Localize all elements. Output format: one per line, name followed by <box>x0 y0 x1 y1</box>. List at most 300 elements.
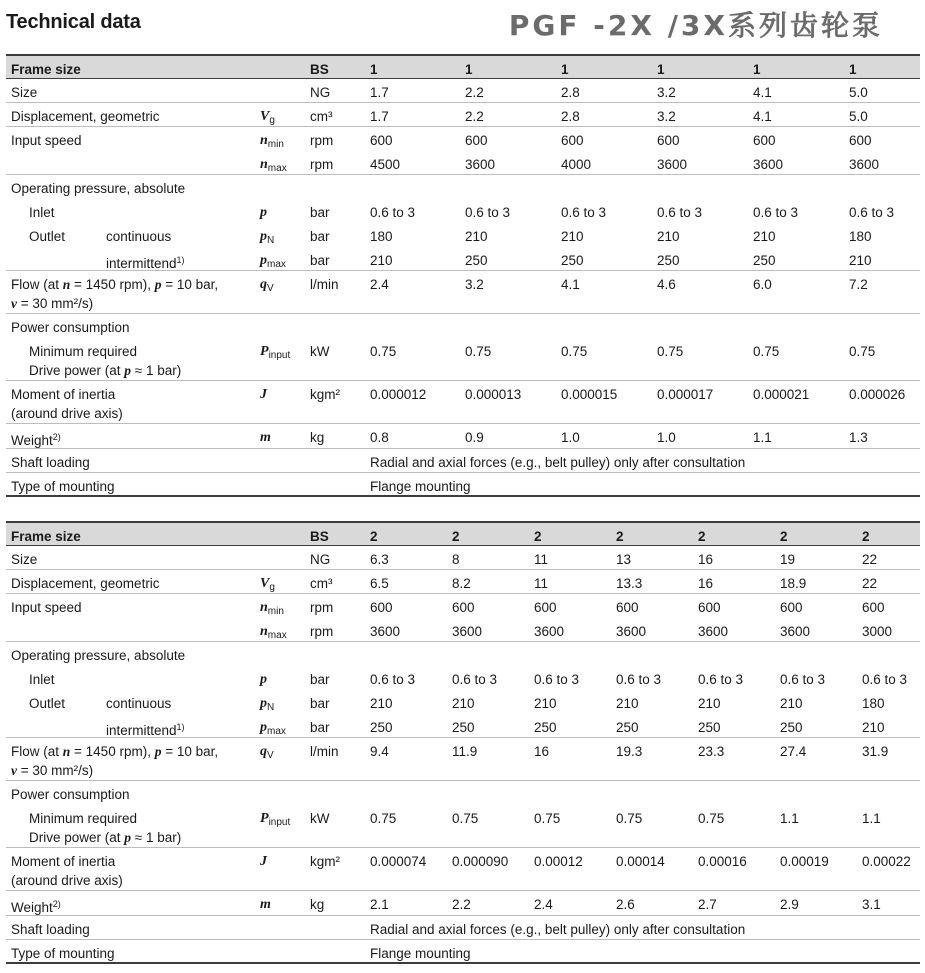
flow-p: p <box>154 744 162 759</box>
continuous-label: continuous <box>106 696 172 711</box>
flow-text-c: = 10 bar, <box>161 744 219 759</box>
continuous-label: continuous <box>106 229 172 244</box>
pN-symbol-letter: p <box>260 696 267 711</box>
kgm2-unit: kgm² <box>310 854 340 869</box>
nmin-value: 600 <box>698 600 721 615</box>
inertia-value: 0.00022 <box>862 854 911 869</box>
nmin-value: 600 <box>465 133 488 148</box>
size-value: 8 <box>452 552 460 567</box>
table-row <box>6 127 920 151</box>
size-value: 3.2 <box>657 85 676 100</box>
table-row <box>6 473 920 497</box>
pmax-symbol-subscript: max <box>267 726 286 737</box>
nmin-value: 600 <box>561 133 584 148</box>
shaft-loading-value: Radial and axial forces (e.g., belt pulley) only after consultation <box>370 455 746 470</box>
continuous-pressure-value: 210 <box>616 696 639 711</box>
nmax-symbol-subscript: max <box>267 163 287 174</box>
table-row <box>6 618 920 642</box>
mounting-type-label: Type of mounting <box>11 479 115 494</box>
nmin-value: 600 <box>370 133 393 148</box>
inertia-value: 0.000015 <box>561 387 618 402</box>
power-value: 0.75 <box>370 344 397 359</box>
size-value: 2.2 <box>465 85 484 100</box>
continuous-pressure-value: 210 <box>753 229 776 244</box>
nmin-value: 600 <box>780 600 803 615</box>
nmin-symbol-letter: n <box>260 600 268 615</box>
flow-value: 9.4 <box>370 744 389 759</box>
input-speed-label: Input speed <box>11 600 82 615</box>
nmax-value: 3600 <box>465 157 496 172</box>
operating-pressure-label: Operating pressure, absolute <box>11 181 186 196</box>
frame-size-value: 2 <box>862 529 870 544</box>
p-symbol-letter: p <box>260 672 267 687</box>
displacement-value: 2.2 <box>465 109 484 124</box>
table-row <box>6 103 920 127</box>
moment-of-inertia-label: Moment of inertia <box>11 854 116 869</box>
m-symbol <box>260 428 271 447</box>
nmin-value: 600 <box>753 133 776 148</box>
continuous-pressure-value: 180 <box>862 696 885 711</box>
frame-size-value: 1 <box>370 62 378 77</box>
power-value: 0.75 <box>616 811 643 826</box>
inlet-pressure-value: 0.6 to 3 <box>849 205 895 220</box>
continuous-pressure-value: 210 <box>452 696 475 711</box>
m-symbol-letter: m <box>260 897 271 912</box>
table-row <box>6 199 920 223</box>
max-pressure-value: 210 <box>849 253 872 268</box>
max-pressure-value: 250 <box>452 720 475 735</box>
frame-size-value: 1 <box>465 62 473 77</box>
cm3-unit: cm³ <box>310 576 333 591</box>
nmin-value: 600 <box>452 600 475 615</box>
pinput-symbol <box>260 342 290 365</box>
max-pressure-value: 250 <box>698 720 721 735</box>
weight-text: Weight <box>11 433 53 448</box>
size-value: 1.7 <box>370 85 389 100</box>
inertia-value: 0.000026 <box>849 387 906 402</box>
flow-label-line2 <box>11 294 93 313</box>
nmin-value: 600 <box>862 600 885 615</box>
flow-text-d: = 30 mm²/s) <box>17 296 94 311</box>
power-value: 0.75 <box>534 811 561 826</box>
rpm-unit: rpm <box>310 157 334 172</box>
inertia-value: 0.000090 <box>452 854 509 869</box>
vg-symbol-letter: V <box>260 109 270 124</box>
pinput-symbol-subscript: input <box>268 350 291 361</box>
nmin-symbol-subscript: min <box>267 606 284 617</box>
inlet-pressure-value: 0.6 to 3 <box>370 205 416 220</box>
vg-symbol-subscript: g <box>269 582 275 593</box>
nmax-value: 3600 <box>849 157 880 172</box>
p-symbol-letter: p <box>260 205 267 220</box>
J-symbol-letter: J <box>260 854 267 869</box>
size-value: 19 <box>780 552 796 567</box>
frame-size-value: 1 <box>657 62 665 77</box>
displacement-value: 1.7 <box>370 109 389 124</box>
size-value: 6.3 <box>370 552 389 567</box>
size-label: Size <box>11 552 38 567</box>
flow-value: 4.1 <box>561 277 580 292</box>
nmin-value: 600 <box>370 600 393 615</box>
nmax-symbol-subscript: max <box>267 630 287 641</box>
nmax-value: 3600 <box>753 157 784 172</box>
drive-power-label <box>29 828 181 847</box>
weight-value: 3.1 <box>862 897 881 912</box>
nmax-value: 3000 <box>862 624 893 639</box>
flow-text-d: = 30 mm²/s) <box>17 763 94 778</box>
table-row <box>6 805 920 848</box>
minimum-required-label: Minimum required <box>29 811 138 826</box>
mounting-type-label: Type of mounting <box>11 946 115 961</box>
footnote-1: 1) <box>176 255 185 265</box>
max-pressure-value: 250 <box>534 720 557 735</box>
operating-pressure-label: Operating pressure, absolute <box>11 648 186 663</box>
continuous-pressure-value: 180 <box>370 229 393 244</box>
cm3-unit: cm³ <box>310 109 333 124</box>
size-value: 22 <box>862 552 878 567</box>
vg-symbol-letter: V <box>260 576 270 591</box>
frame-size-label: Frame size <box>11 62 81 77</box>
flow-p: p <box>154 277 162 292</box>
p-symbol <box>260 670 267 689</box>
nmax-value: 4500 <box>370 157 401 172</box>
drive-text-a: Drive power (at <box>29 363 125 378</box>
table-row <box>6 424 920 449</box>
inlet-pressure-value: 0.6 to 3 <box>657 205 703 220</box>
table-row <box>6 714 920 738</box>
weight-value: 0.9 <box>465 430 484 445</box>
mounting-type-value: Flange mounting <box>370 946 471 961</box>
moment-of-inertia-label: Moment of inertia <box>11 387 116 402</box>
table-row <box>6 594 920 618</box>
inlet-pressure-value: 0.6 to 3 <box>534 672 580 687</box>
frame-size-label: Frame size <box>11 529 81 544</box>
displacement-value: 22 <box>862 576 878 591</box>
weight-label <box>11 428 61 450</box>
pN-symbol-subscript: N <box>267 235 275 246</box>
frame-size-value: 1 <box>849 62 857 77</box>
qv-symbol <box>260 742 274 765</box>
table-row <box>6 546 920 570</box>
bar-unit: bar <box>310 205 330 220</box>
pinput-symbol <box>260 809 290 832</box>
flow-label-line2 <box>11 761 93 780</box>
nmax-symbol-letter: n <box>260 624 268 639</box>
max-pressure-value: 250 <box>465 253 488 268</box>
flow-n: n <box>62 277 71 292</box>
footnote-2: 2) <box>52 899 61 909</box>
table-row <box>6 940 920 964</box>
vg-symbol-subscript: g <box>269 115 275 126</box>
input-speed-label: Input speed <box>11 133 82 148</box>
max-pressure-value: 210 <box>862 720 885 735</box>
intermittend-label <box>106 251 185 273</box>
flow-value: 7.2 <box>849 277 868 292</box>
flow-value: 11.9 <box>452 744 478 759</box>
flow-value: 16 <box>534 744 550 759</box>
rpm-unit: rpm <box>310 600 334 615</box>
inertia-value: 0.000021 <box>753 387 810 402</box>
nmax-value: 3600 <box>370 624 401 639</box>
inertia-value: 0.00014 <box>616 854 665 869</box>
power-value: 1.1 <box>862 811 881 826</box>
bar-unit: bar <box>310 696 330 711</box>
weight-value: 0.8 <box>370 430 389 445</box>
size-value: 2.8 <box>561 85 580 100</box>
flow-text-a: Flow (at <box>11 744 63 759</box>
shaft-loading-label: Shaft loading <box>11 922 90 937</box>
displacement-value: 16 <box>698 576 714 591</box>
continuous-pressure-value: 210 <box>657 229 680 244</box>
power-value: 0.75 <box>698 811 725 826</box>
inlet-pressure-value: 0.6 to 3 <box>616 672 662 687</box>
displacement-value: 13.3 <box>616 576 643 591</box>
flow-nu: ν <box>11 763 17 778</box>
outlet-label: Outlet <box>29 229 66 244</box>
rpm-unit: rpm <box>310 133 334 148</box>
pmax-symbol-letter: p <box>260 720 267 735</box>
table-row <box>6 223 920 247</box>
table-row <box>6 523 920 546</box>
size-value: 4.1 <box>753 85 772 100</box>
table-row <box>6 891 920 916</box>
kg-unit: kg <box>310 430 325 445</box>
continuous-pressure-value: 180 <box>849 229 872 244</box>
drive-text-b: ≈ 1 bar) <box>131 830 182 845</box>
J-symbol <box>260 385 267 404</box>
bs-unit: BS <box>310 529 329 544</box>
inertia-value: 0.00012 <box>534 854 583 869</box>
nmax-value: 3600 <box>534 624 565 639</box>
frame-size-value: 1 <box>753 62 761 77</box>
inlet-label: Inlet <box>29 205 55 220</box>
weight-value: 2.9 <box>780 897 799 912</box>
inertia-value: 0.000074 <box>370 854 427 869</box>
p-symbol <box>260 203 267 222</box>
around-drive-axis-label: (around drive axis) <box>11 873 123 888</box>
power-value: 0.75 <box>753 344 780 359</box>
weight-value: 2.7 <box>698 897 717 912</box>
ng-unit: NG <box>310 85 331 100</box>
pinput-symbol-letter: P <box>260 344 269 359</box>
qv-symbol <box>260 275 274 298</box>
table-row <box>6 381 920 424</box>
power-consumption-label: Power consumption <box>11 787 130 802</box>
shaft-loading-value: Radial and axial forces (e.g., belt pulley) only after consultation <box>370 922 746 937</box>
displacement-value: 4.1 <box>753 109 772 124</box>
drive-power-label <box>29 361 181 380</box>
bar-unit: bar <box>310 229 330 244</box>
technical-data-table-frame-2 <box>6 523 920 964</box>
weight-value: 1.1 <box>753 430 772 445</box>
weight-value: 2.6 <box>616 897 635 912</box>
weight-value: 1.0 <box>561 430 580 445</box>
product-title: PGF -2X /3X系列齿轮泵 <box>508 9 883 42</box>
continuous-pressure-value: 210 <box>780 696 803 711</box>
nmax-value: 3600 <box>657 157 688 172</box>
kw-unit: kW <box>310 344 330 359</box>
inlet-label: Inlet <box>29 672 55 687</box>
nmax-value: 3600 <box>616 624 647 639</box>
table-row <box>6 449 920 473</box>
nmax-value: 4000 <box>561 157 592 172</box>
inlet-pressure-value: 0.6 to 3 <box>465 205 511 220</box>
max-pressure-value: 210 <box>370 253 393 268</box>
bar-unit: bar <box>310 253 330 268</box>
inertia-value: 0.000017 <box>657 387 714 402</box>
table-row <box>6 781 920 805</box>
power-value: 0.75 <box>465 344 492 359</box>
inertia-value: 0.000012 <box>370 387 427 402</box>
table-row <box>6 338 920 381</box>
nmin-value: 600 <box>534 600 557 615</box>
inertia-value: 0.000013 <box>465 387 522 402</box>
inertia-value: 0.00016 <box>698 854 747 869</box>
qv-symbol-letter: q <box>260 277 267 292</box>
power-value: 1.1 <box>780 811 799 826</box>
displacement-value: 18.9 <box>780 576 807 591</box>
shaft-loading-label: Shaft loading <box>11 455 90 470</box>
qv-symbol-subscript: V <box>267 283 274 294</box>
displacement-value: 6.5 <box>370 576 389 591</box>
size-value: 5.0 <box>849 85 868 100</box>
bar-unit: bar <box>310 720 330 735</box>
weight-label <box>11 895 61 917</box>
continuous-pressure-value: 210 <box>561 229 584 244</box>
table-row <box>6 271 920 314</box>
pmax-symbol-letter: p <box>260 253 267 268</box>
displacement-label: Displacement, geometric <box>11 109 160 124</box>
m-symbol-letter: m <box>260 430 271 445</box>
lmin-unit: l/min <box>310 277 339 292</box>
displacement-value: 3.2 <box>657 109 676 124</box>
frame-size-value: 2 <box>534 529 542 544</box>
flow-nu: ν <box>11 296 17 311</box>
m-symbol <box>260 895 271 914</box>
drive-p: p <box>124 363 132 378</box>
displacement-value: 11 <box>534 576 549 591</box>
continuous-pressure-value: 210 <box>465 229 488 244</box>
intermittend-text: intermittend <box>106 723 177 738</box>
inlet-pressure-value: 0.6 to 3 <box>753 205 799 220</box>
drive-p: p <box>124 830 132 845</box>
technical-data-table-frame-1 <box>6 56 920 497</box>
inertia-value: 0.00019 <box>780 854 829 869</box>
nmax-value: 3600 <box>452 624 483 639</box>
table-row <box>6 56 920 79</box>
kgm2-unit: kgm² <box>310 387 340 402</box>
table-row <box>6 738 920 781</box>
table-row <box>6 690 920 714</box>
table-row <box>6 666 920 690</box>
table-row <box>6 570 920 594</box>
frame-size-value: 2 <box>698 529 706 544</box>
around-drive-axis-label: (around drive axis) <box>11 406 123 421</box>
flow-text-b: = 1450 rpm), <box>70 744 155 759</box>
power-value: 0.75 <box>657 344 684 359</box>
drive-text-a: Drive power (at <box>29 830 125 845</box>
flow-label <box>11 275 218 294</box>
displacement-value: 2.8 <box>561 109 580 124</box>
pmax-symbol-subscript: max <box>267 259 286 270</box>
table-row <box>6 79 920 103</box>
nmax-value: 3600 <box>780 624 811 639</box>
page-heading: Technical data <box>6 11 141 33</box>
minimum-required-label: Minimum required <box>29 344 138 359</box>
kw-unit: kW <box>310 811 330 826</box>
footnote-1: 1) <box>176 722 185 732</box>
qv-symbol-letter: q <box>260 744 267 759</box>
pN-symbol-subscript: N <box>267 702 275 713</box>
bs-unit: BS <box>310 62 329 77</box>
frame-size-value: 2 <box>780 529 788 544</box>
nmin-value: 600 <box>616 600 639 615</box>
ng-unit: NG <box>310 552 331 567</box>
power-value: 0.75 <box>849 344 876 359</box>
pinput-symbol-subscript: input <box>268 817 291 828</box>
kg-unit: kg <box>310 897 325 912</box>
J-symbol <box>260 852 267 871</box>
nmin-value: 600 <box>657 133 680 148</box>
flow-value: 3.2 <box>465 277 484 292</box>
weight-text: Weight <box>11 900 53 915</box>
mounting-type-value: Flange mounting <box>370 479 471 494</box>
max-pressure-value: 250 <box>657 253 680 268</box>
power-consumption-label: Power consumption <box>11 320 130 335</box>
table-row <box>6 151 920 175</box>
drive-text-b: ≈ 1 bar) <box>131 363 182 378</box>
max-pressure-value: 250 <box>370 720 393 735</box>
intermittend-text: intermittend <box>106 256 177 271</box>
max-pressure-value: 250 <box>561 253 584 268</box>
max-pressure-value: 250 <box>753 253 776 268</box>
weight-value: 2.1 <box>370 897 389 912</box>
weight-value: 1.0 <box>657 430 676 445</box>
flow-value: 4.6 <box>657 277 676 292</box>
flow-label <box>11 742 218 761</box>
continuous-pressure-value: 210 <box>534 696 557 711</box>
inlet-pressure-value: 0.6 to 3 <box>561 205 607 220</box>
lmin-unit: l/min <box>310 744 339 759</box>
weight-value: 2.2 <box>452 897 471 912</box>
inlet-pressure-value: 0.6 to 3 <box>780 672 826 687</box>
table-row <box>6 314 920 338</box>
displacement-label: Displacement, geometric <box>11 576 160 591</box>
footnote-2: 2) <box>52 432 61 442</box>
size-value: 16 <box>698 552 714 567</box>
displacement-value: 5.0 <box>849 109 868 124</box>
frame-size-value: 2 <box>452 529 460 544</box>
size-value: 13 <box>616 552 632 567</box>
rpm-unit: rpm <box>310 624 334 639</box>
inlet-pressure-value: 0.6 to 3 <box>370 672 416 687</box>
power-value: 0.75 <box>370 811 397 826</box>
flow-value: 31.9 <box>862 744 889 759</box>
pinput-symbol-letter: P <box>260 811 269 826</box>
flow-text-a: Flow (at <box>11 277 63 292</box>
max-pressure-value: 250 <box>780 720 803 735</box>
frame-size-value: 2 <box>616 529 624 544</box>
max-pressure-value: 250 <box>616 720 639 735</box>
flow-value: 6.0 <box>753 277 772 292</box>
inlet-pressure-value: 0.6 to 3 <box>862 672 908 687</box>
flow-n: n <box>62 744 71 759</box>
qv-symbol-subscript: V <box>267 750 274 761</box>
table-row <box>6 642 920 666</box>
power-value: 0.75 <box>452 811 479 826</box>
outlet-label: Outlet <box>29 696 66 711</box>
nmax-value: 3600 <box>698 624 729 639</box>
